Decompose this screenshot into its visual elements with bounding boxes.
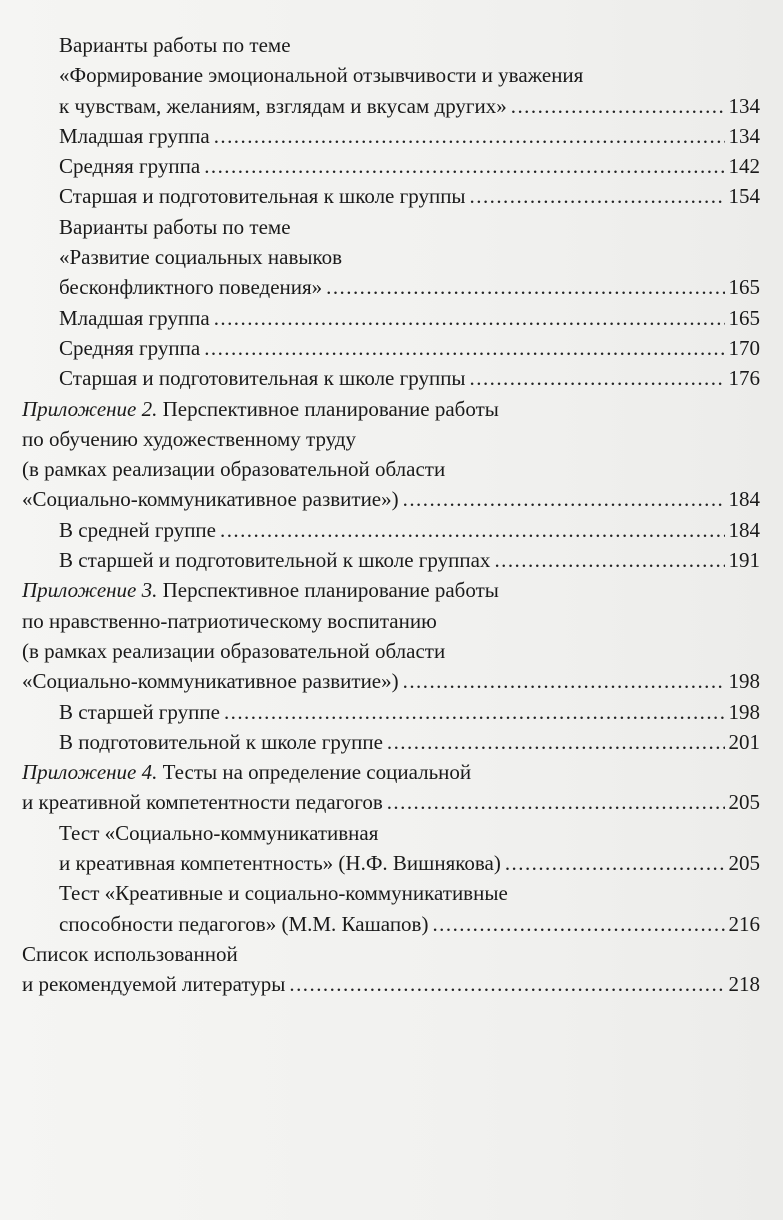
toc-heading-text: по обучению художественному труду — [22, 426, 357, 451]
toc-heading-text: Тесты на определение социальной — [157, 760, 472, 785]
toc-page-number: 176 — [728, 366, 760, 391]
toc-line — [0, 697, 783, 727]
toc-entry-title: бесконфликтного поведения» — [59, 275, 323, 300]
toc-page-number: 198 — [728, 669, 760, 694]
toc-heading-text: по нравственно-патриотическому воспитанию — [22, 608, 437, 633]
toc-heading-text: (в рамках реализации образовательной области — [22, 457, 446, 482]
toc-page-number: 205 — [728, 851, 760, 876]
toc-line — [0, 484, 783, 514]
toc-heading-text: Тест «Социально-коммуникативная — [59, 820, 379, 845]
toc-line — [0, 151, 783, 181]
toc-entry-title: Средняя группа — [59, 335, 201, 360]
toc-entry-title: «Социально-коммуникативное развитие») — [22, 487, 399, 512]
toc-line — [0, 30, 783, 60]
toc-page-number: 170 — [728, 335, 760, 360]
toc-heading-text: Перспективное планирование работы — [157, 396, 499, 421]
toc-line — [0, 515, 783, 545]
toc-page-number: 201 — [728, 729, 760, 754]
toc-heading-text: Список использованной — [22, 941, 238, 966]
toc-heading-text: «Развитие социальных навыков — [59, 245, 343, 270]
toc-line — [0, 424, 783, 454]
toc-line — [0, 787, 783, 817]
toc-page-number: 198 — [728, 699, 760, 724]
toc-entry-title: и креативная компетентность» (Н.Ф. Вишнякова) — [59, 851, 501, 876]
toc-page-number: 205 — [728, 790, 760, 815]
toc-page-number: 216 — [728, 911, 760, 936]
toc-line — [0, 545, 783, 575]
dot-leader — [214, 121, 725, 151]
dot-leader — [470, 181, 725, 211]
dot-leader — [403, 666, 725, 696]
toc-line — [0, 272, 783, 302]
toc-line — [0, 363, 783, 393]
dot-leader — [204, 333, 724, 363]
toc-page-number: 165 — [728, 275, 760, 300]
toc-line — [0, 333, 783, 363]
dot-leader — [403, 484, 725, 514]
toc-line — [0, 242, 783, 272]
toc-line — [0, 454, 783, 484]
toc-entry-title: «Социально-коммуникативное развитие») — [22, 669, 399, 694]
toc-line — [0, 181, 783, 211]
dot-leader — [387, 787, 725, 817]
toc-entry-title: Старшая и подготовительная к школе группы — [59, 184, 466, 209]
appendix-label: Приложение 4. — [22, 760, 158, 785]
toc-line — [0, 939, 783, 969]
toc-page-number: 165 — [728, 305, 760, 330]
toc-line — [0, 969, 783, 999]
toc-page-number: 184 — [728, 487, 760, 512]
toc-page-number: 218 — [728, 972, 760, 997]
toc-entry-title: Младшая группа — [59, 123, 210, 148]
toc-line — [0, 727, 783, 757]
dot-leader — [511, 91, 725, 121]
dot-leader — [494, 545, 724, 575]
toc-page-number: 184 — [728, 517, 760, 542]
toc-line — [0, 394, 783, 424]
dot-leader — [224, 697, 725, 727]
toc-entry-title: В старшей и подготовительной к школе группах — [59, 548, 491, 573]
toc-heading-text: Варианты работы по теме — [59, 33, 291, 57]
toc-heading-text: «Формирование эмоциональной отзывчивости и уважения — [59, 63, 584, 88]
appendix-label: Приложение 3. — [22, 578, 158, 603]
dot-leader — [387, 727, 725, 757]
toc-line — [0, 91, 783, 121]
toc-line — [0, 606, 783, 636]
toc-page-number: 134 — [728, 123, 760, 148]
toc-entry-title: В старшей группе — [59, 699, 220, 724]
table-of-contents — [0, 30, 783, 1000]
toc-entry-title: способности педагогов» (М.М. Кашапов) — [59, 911, 429, 936]
toc-entry-title: Младшая группа — [59, 305, 210, 330]
toc-heading-text: Перспективное планирование работы — [157, 578, 499, 603]
toc-entry-title: В средней группе — [59, 517, 216, 542]
appendix-label: Приложение 2. — [22, 396, 158, 421]
toc-line — [0, 636, 783, 666]
toc-line — [0, 757, 783, 787]
toc-line — [0, 60, 783, 90]
toc-entry-title: В подготовительной к школе группе — [59, 729, 383, 754]
toc-entry-title: Средняя группа — [59, 154, 201, 179]
dot-leader — [505, 848, 725, 878]
toc-line — [0, 878, 783, 908]
toc-page-number: 191 — [728, 548, 760, 573]
toc-page-number: 134 — [728, 93, 760, 118]
dot-leader — [220, 515, 725, 545]
toc-line — [0, 818, 783, 848]
toc-line — [0, 121, 783, 151]
toc-line — [0, 575, 783, 605]
dot-leader — [432, 909, 724, 939]
toc-line — [0, 212, 783, 242]
toc-page-number: 154 — [728, 184, 760, 209]
toc-line — [0, 303, 783, 333]
toc-heading-text: (в рамках реализации образовательной области — [22, 638, 446, 663]
toc-line — [0, 909, 783, 939]
toc-page-number: 142 — [728, 154, 760, 179]
dot-leader — [214, 303, 725, 333]
toc-line — [0, 666, 783, 696]
toc-entry-title: и рекомендуемой литературы — [22, 972, 286, 997]
dot-leader — [470, 363, 725, 393]
toc-entry-title: и креативной компетентности педагогов — [22, 790, 383, 815]
dot-leader — [289, 969, 724, 999]
toc-line — [0, 848, 783, 878]
toc-heading-text: Тест «Креативные и социально-коммуникативные — [59, 881, 508, 906]
dot-leader — [326, 272, 724, 302]
dot-leader — [204, 151, 724, 181]
toc-entry-title: Старшая и подготовительная к школе группы — [59, 366, 466, 391]
toc-heading-text: Варианты работы по теме — [59, 214, 291, 239]
toc-entry-title: к чувствам, желаниям, взглядам и вкусам других» — [59, 93, 507, 118]
